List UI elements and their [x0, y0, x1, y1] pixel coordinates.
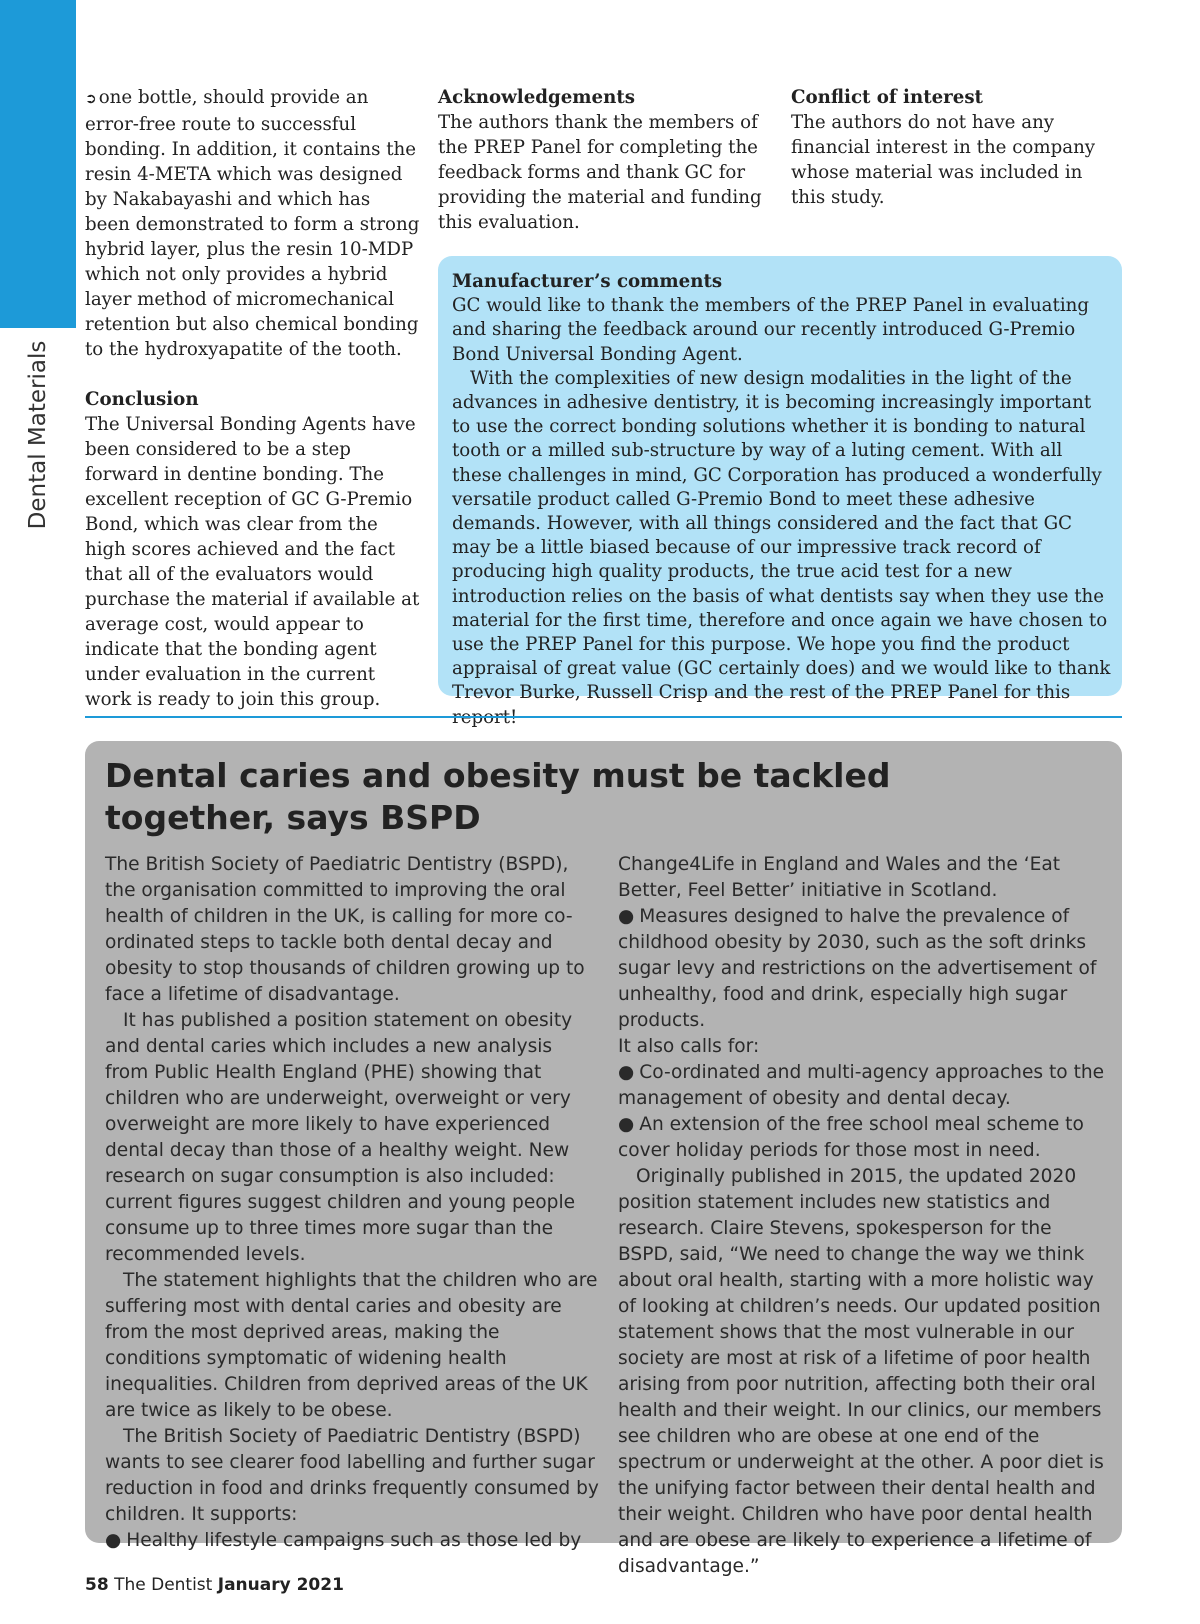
- issue-date: January 2021: [217, 1575, 344, 1595]
- news-bullet-item: ● An extension of the free school meal scheme to cover holiday periods for those most in need.: [618, 1114, 1084, 1161]
- news-paragraph: Originally published in 2015, the updated 2020 position statement includes new statistics and research. Claire Stevens, spokesperson for the BSPD, said, “We need to change the way we think about oral health, starting with a more holistic way of looking at children’s needs. Our updated position statement shows that the most vulnerable in our society are most at risk of a lifetime of poor health arising from poor nutrition, affecting both their oral health and their weight. In our clinics, our members see children who are obese at one end of the spectrum or underweight at the other. A poor diet is the unifying factor between their dental health and their weight. Children who have poor dental health and are obese are likely to experience a lifetime of disadvantage.”: [618, 1166, 1104, 1577]
- acknowledgements-heading: Acknowledgements: [438, 87, 635, 108]
- paragraph-continued: ➲ one bottle, should provide an error-free route to successful bonding. In addition, it contains the resin 4-META which was designed by Nakabayashi and which has been demonstrated to form a strong hybrid layer, plus the resin 10-MDP which not only provides a hybrid layer method of micromechanical retention but also chemical bonding to the hydroxyapatite of the tooth.: [85, 87, 420, 360]
- news-bullet-item: ● Healthy lifestyle campaigns such as those led by: [105, 1530, 582, 1551]
- news-column-left: [105, 852, 600, 1554]
- conflict-text: The authors do not have any financial interest in the company whose material was included in this study.: [791, 112, 1096, 208]
- news-paragraph: It has published a position statement on obesity and dental caries which includes a new analysis from Public Health England (PHE) showing that children who are underweight, overweight or very overweight are more likely to have experienced dental decay than those of a healthy weight. New research on sugar consumption is also included: current figures suggest children and young people consume up to three times more sugar than the recommended levels.: [105, 1010, 576, 1265]
- news-paragraph: The statement highlights that the children who are suffering most with dental caries and obesity are from the most deprived areas, making the conditions symptomatic of widening health inequalities. Children from deprived areas of the UK are twice as likely to be obese.: [105, 1270, 598, 1421]
- acknowledgements-text: The authors thank the members of the PREP Panel for completing the feedback forms and thank GC for providing the material and funding this evaluation.: [438, 112, 762, 233]
- news-headline: Dental caries and obesity must be tackled together, says BSPD: [105, 756, 891, 837]
- news-column-right: [618, 852, 1113, 1580]
- bullet-icon: ●: [618, 1114, 635, 1135]
- manufacturer-comments-box: [438, 256, 1122, 728]
- manufacturer-paragraph-2: With the complexities of new design modalities in the light of the advances in adhesive dentistry, it is becoming increasingly important to use the correct bonding solutions whether it is bonding to natural tooth or a milled sub-structure by way of a luting cement. With all these challenges in mind, GC Corporation has produced a wonderfully versatile product called G-Premio Bond to meet these adhesive demands. However, with all things considered and the fact that GC may be a little biased because of our impressive track record of producing high quality products, the true acid test for a new introduction relies on the basis of what dentists say when they use the material for the first time, therefore and once again we have chosen to use the PREP Panel for this purpose. We hope you find the product appraisal of great value (GC certainly does) and we would like to thank Trevor Burke, Russell Crisp and the rest of the PREP Panel for this report!: [452, 367, 1111, 728]
- page-footer: [85, 1575, 344, 1595]
- news-bullet-item: ● Measures designed to halve the prevalence of childhood obesity by 2030, such as the soft drinks sugar levy and restrictions on the advertisement of unhealthy, food and drink, especially high sugar products.: [618, 906, 1097, 1031]
- bullet-icon: ●: [618, 1062, 635, 1083]
- conclusion-text: The Universal Bonding Agents have been considered to be a step forward in dentine bonding. The excellent reception of GC G-Premio Bond, which was clear from the high scores achieved and the fact that all of the evaluators would purchase the material if available at average cost, would appear to indicate that the bonding agent under evaluation in the current work is ready to join this group.: [85, 414, 420, 710]
- manufacturer-heading: Manufacturer’s comments: [452, 271, 723, 292]
- publication-name: The Dentist: [114, 1575, 213, 1595]
- continued-from-arrow-icon: ➲: [85, 91, 97, 107]
- news-paragraph: The British Society of Paediatric Dentistry (BSPD), the organisation committed to improving the oral health of children in the UK, is calling for more co-ordinated steps to tackle both dental decay and obesity to stop thousands of children growing up to face a lifetime of disadvantage.: [105, 854, 585, 1005]
- page-number: 58: [85, 1575, 109, 1595]
- conflict-of-interest-section: [791, 85, 1111, 210]
- news-article-box: [85, 741, 1122, 1577]
- conclusion-heading: Conclusion: [85, 389, 199, 410]
- news-bullet-item: ● Co-ordinated and multi-agency approaches to the management of obesity and dental decay.: [618, 1062, 1105, 1109]
- section-label: Dental Materials: [25, 340, 51, 530]
- manufacturer-paragraph-1: GC would like to thank the members of the PREP Panel in evaluating and sharing the feedback around our recently introduced G-Premio Bond Universal Bonding Agent.: [452, 295, 1089, 365]
- news-paragraph: It also calls for:: [618, 1036, 760, 1057]
- acknowledgements-section: [438, 85, 773, 235]
- section-divider: [85, 716, 1122, 718]
- bullet-icon: ●: [618, 906, 635, 927]
- conflict-heading: Conflict of interest: [791, 87, 983, 108]
- bullet-icon: ●: [105, 1530, 122, 1551]
- news-paragraph: The British Society of Paediatric Dentistry (BSPD) wants to see clearer food labelling and further sugar reduction in food and drinks frequently consumed by children. It supports:: [105, 1426, 599, 1525]
- news-paragraph: Change4Life in England and Wales and the ‘Eat Better, Feel Better’ initiative in Scotland.: [618, 854, 1061, 901]
- section-color-tab: [0, 0, 76, 328]
- article-column-left: [85, 85, 420, 712]
